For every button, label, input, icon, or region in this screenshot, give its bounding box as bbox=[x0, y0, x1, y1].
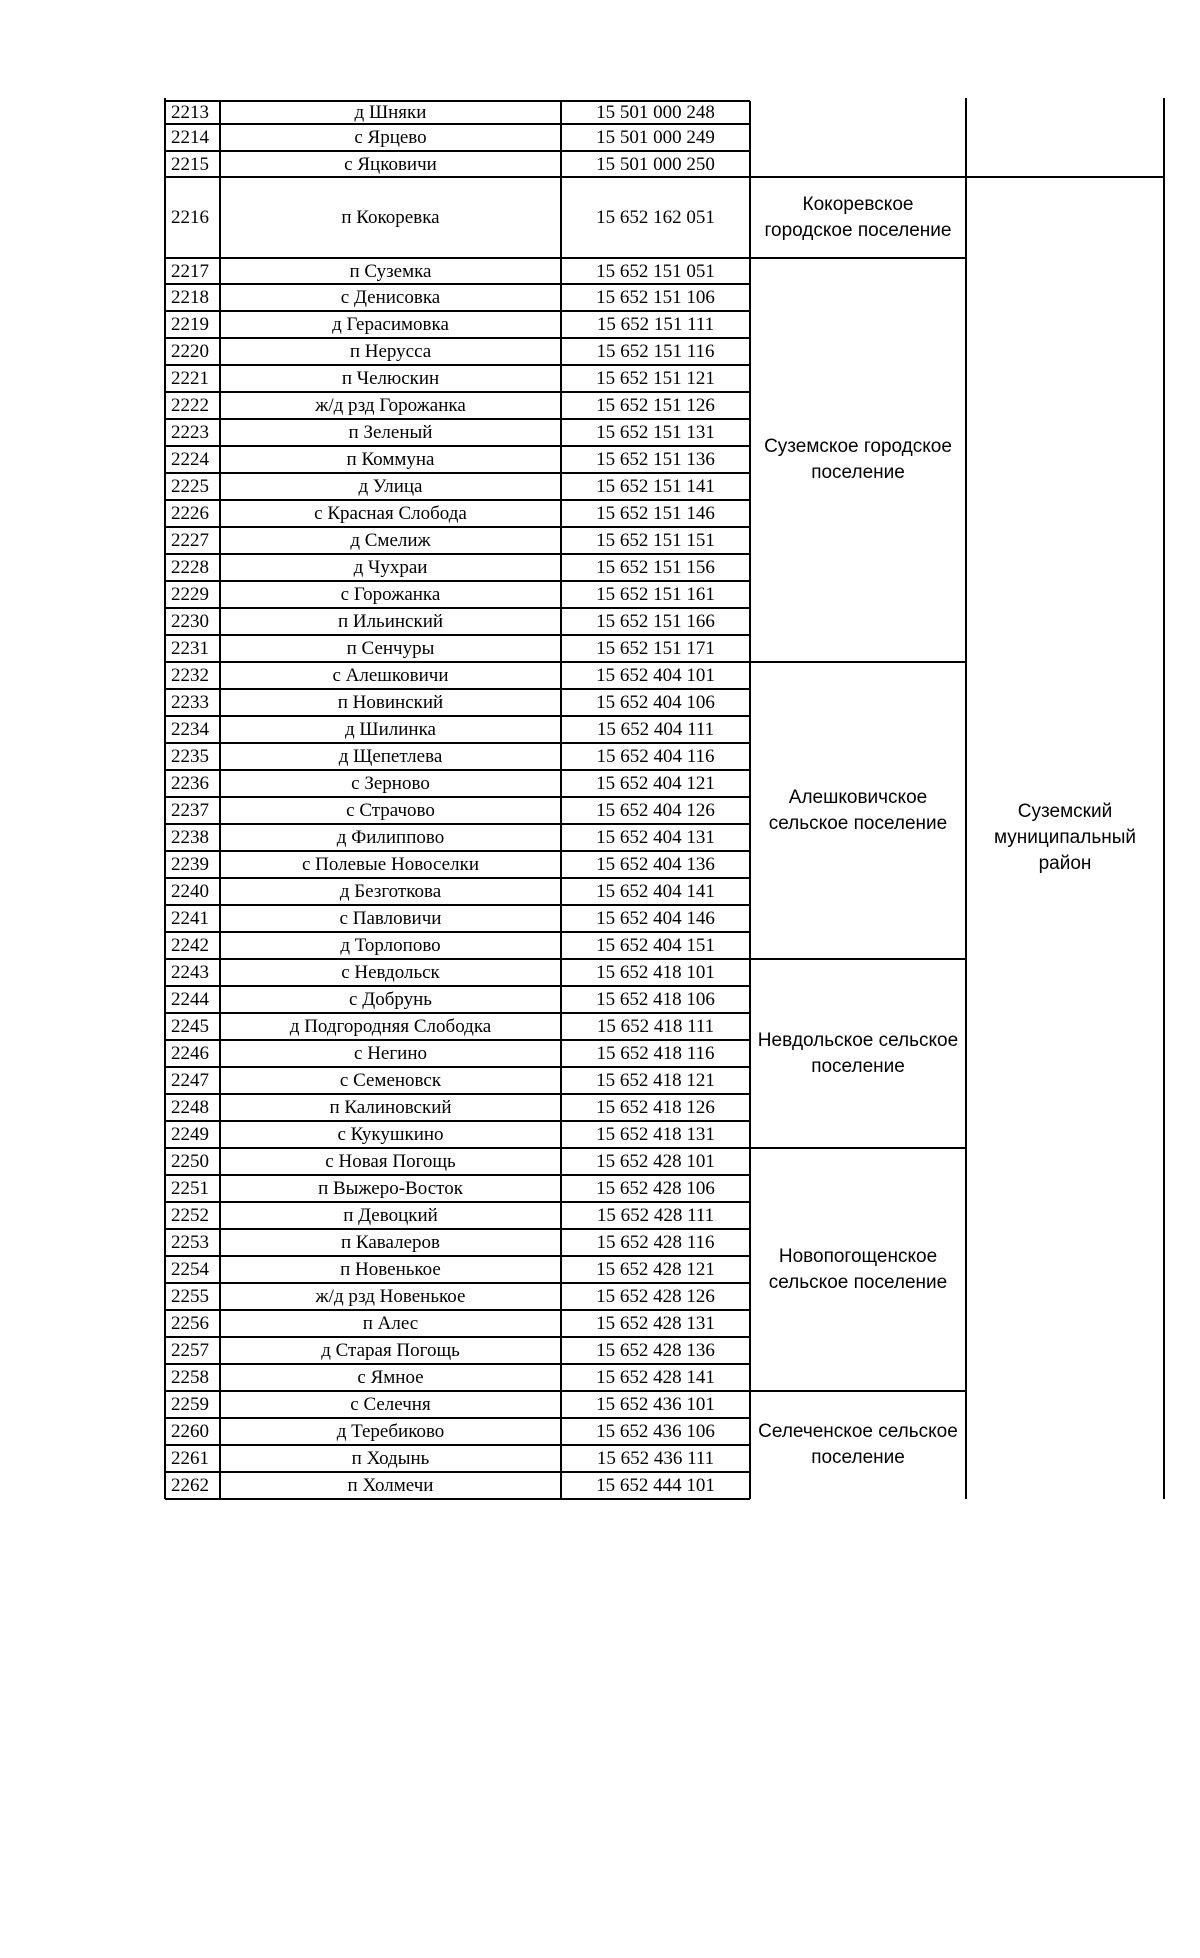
locality-name: д Шилинка bbox=[345, 719, 436, 740]
oktmo-code: 15 652 428 101 bbox=[596, 1151, 715, 1172]
locality-name: д Подгородняя Слободка bbox=[289, 1016, 492, 1037]
oktmo-code: 15 652 151 051 bbox=[596, 260, 715, 282]
row-number: 2239 bbox=[171, 854, 209, 875]
locality-name: с Алешковичи bbox=[332, 665, 449, 686]
locality-name: с Зерново bbox=[351, 773, 430, 794]
oktmo-code: 15 652 428 111 bbox=[596, 1205, 715, 1226]
row-number: 2217 bbox=[171, 260, 209, 282]
locality-name: с Кукушкино bbox=[337, 1124, 444, 1145]
row-number: 2252 bbox=[171, 1205, 209, 1226]
locality-name: д Шняки bbox=[354, 102, 427, 123]
row-number: 2232 bbox=[171, 665, 209, 686]
row-number: 2221 bbox=[171, 368, 209, 389]
oktmo-code: 15 652 418 101 bbox=[596, 962, 715, 983]
oktmo-code: 15 652 418 111 bbox=[596, 1016, 715, 1037]
oktmo-code: 15 652 428 116 bbox=[596, 1232, 715, 1253]
row-number: 2236 bbox=[171, 773, 209, 794]
settlement-name: Кокоревское городское поселение bbox=[764, 193, 952, 241]
row-number: 2251 bbox=[171, 1178, 209, 1199]
locality-name: д Теребиково bbox=[336, 1421, 445, 1442]
row-number: 2216 bbox=[171, 207, 209, 228]
oktmo-code: 15 652 404 131 bbox=[596, 827, 715, 848]
oktmo-code: 15 652 428 141 bbox=[596, 1367, 715, 1388]
row-number: 2246 bbox=[171, 1043, 209, 1064]
row-number: 2226 bbox=[171, 503, 209, 524]
row-number: 2235 bbox=[171, 746, 209, 767]
oktmo-code: 15 652 404 106 bbox=[596, 692, 715, 713]
oktmo-code: 15 652 436 101 bbox=[596, 1394, 715, 1415]
oktmo-code: 15 652 151 121 bbox=[596, 368, 715, 389]
row-number: 2238 bbox=[171, 827, 209, 848]
row-number: 2241 bbox=[171, 908, 209, 929]
row-number: 2228 bbox=[171, 557, 209, 578]
row-number: 2256 bbox=[171, 1313, 209, 1334]
locality-name: д Смелиж bbox=[350, 530, 431, 551]
locality-name: с Денисовка bbox=[340, 287, 441, 308]
locality-name: п Челюскин bbox=[341, 368, 440, 389]
locality-name: ж/д рзд Горожанка bbox=[315, 395, 466, 416]
row-number: 2260 bbox=[171, 1421, 209, 1442]
row-number: 2214 bbox=[171, 127, 209, 148]
oktmo-code: 15 652 404 151 bbox=[596, 935, 715, 956]
row-number: 2220 bbox=[171, 341, 209, 362]
oktmo-code: 15 652 151 166 bbox=[596, 611, 715, 632]
locality-name: п Девоцкий bbox=[343, 1205, 438, 1226]
column-rule bbox=[965, 98, 967, 1499]
row-number: 2227 bbox=[171, 530, 209, 551]
row-number: 2219 bbox=[171, 314, 209, 335]
oktmo-code: 15 652 436 106 bbox=[596, 1421, 715, 1442]
row-number: 2257 bbox=[171, 1340, 209, 1361]
row-number: 2244 bbox=[171, 989, 209, 1010]
locality-name: с Семеновск bbox=[339, 1070, 442, 1091]
oktmo-code: 15 652 418 126 bbox=[596, 1097, 715, 1118]
oktmo-code: 15 652 428 136 bbox=[596, 1340, 715, 1361]
settlement-name: Невдольское сельское поселение bbox=[757, 1029, 959, 1077]
row-number: 2234 bbox=[171, 719, 209, 740]
district-name: Суземский муниципальный район bbox=[994, 801, 1136, 874]
oktmo-code: 15 652 404 126 bbox=[596, 800, 715, 821]
row-number: 2223 bbox=[171, 422, 209, 443]
locality-name: с Добрунь bbox=[349, 989, 432, 1010]
row-number: 2262 bbox=[171, 1475, 209, 1496]
row-number: 2229 bbox=[171, 584, 209, 605]
oktmo-code: 15 652 428 131 bbox=[596, 1313, 715, 1334]
locality-name: п Ильинский bbox=[337, 611, 444, 632]
oktmo-code: 15 652 151 161 bbox=[596, 584, 715, 605]
locality-name: п Холмечи bbox=[347, 1475, 434, 1496]
row-number: 2261 bbox=[171, 1448, 209, 1469]
oktmo-code: 15 652 404 136 bbox=[596, 854, 715, 875]
locality-name: п Сенчуры bbox=[346, 638, 435, 659]
row-number: 2250 bbox=[171, 1151, 209, 1172]
row-number: 2245 bbox=[171, 1016, 209, 1037]
locality-name: п Зеленый bbox=[348, 422, 433, 443]
locality-name: ж/д рзд Новенькое bbox=[315, 1286, 466, 1307]
locality-name: с Страчово bbox=[346, 800, 435, 821]
oktmo-code: 15 652 404 116 bbox=[596, 746, 715, 767]
locality-name: п Новенькое bbox=[340, 1259, 441, 1280]
row-number: 2243 bbox=[171, 962, 209, 983]
row-number: 2253 bbox=[171, 1232, 209, 1253]
locality-name: д Безготкова bbox=[339, 881, 442, 902]
row-number: 2218 bbox=[171, 287, 209, 308]
settlement-name: Суземское городское поселение bbox=[764, 436, 952, 483]
oktmo-code: 15 501 000 249 bbox=[596, 127, 715, 148]
settlement-name: Новопогощенское сельское поселение bbox=[768, 1245, 948, 1293]
row-number: 2231 bbox=[171, 638, 209, 659]
locality-name: п Алес bbox=[362, 1313, 419, 1334]
oktmo-code: 15 652 404 146 bbox=[596, 908, 715, 929]
oktmo-code: 15 652 444 101 bbox=[596, 1475, 715, 1496]
locality-name: с Новая Погощь bbox=[325, 1151, 456, 1172]
oktmo-code: 15 652 151 131 bbox=[596, 422, 715, 443]
oktmo-code: 15 652 428 106 bbox=[596, 1178, 715, 1199]
locality-name: с Селечня bbox=[350, 1394, 431, 1415]
oktmo-code: 15 652 418 116 bbox=[596, 1043, 715, 1064]
locality-name: п Выжеро-Восток bbox=[318, 1178, 463, 1199]
row-number: 2254 bbox=[171, 1259, 209, 1280]
locality-name: с Полевые Новоселки bbox=[301, 854, 479, 875]
locality-name: п Ходынь bbox=[351, 1448, 430, 1469]
locality-name: с Красная Слобода bbox=[314, 503, 467, 524]
locality-name: д Щепетлева bbox=[338, 746, 443, 767]
oktmo-code: 15 652 418 106 bbox=[596, 989, 715, 1010]
oktmo-code: 15 652 428 121 bbox=[596, 1259, 715, 1280]
column-rule bbox=[1163, 98, 1165, 1499]
oktmo-code: 15 652 436 111 bbox=[596, 1448, 715, 1469]
locality-name: с Яцковичи bbox=[344, 153, 437, 175]
row-number: 2248 bbox=[171, 1097, 209, 1118]
oktmo-code: 15 652 428 126 bbox=[596, 1286, 715, 1307]
oktmo-code: 15 652 404 111 bbox=[596, 719, 715, 740]
locality-name: с Ярцево bbox=[354, 127, 427, 148]
oktmo-code: 15 652 151 116 bbox=[596, 341, 715, 362]
row-number: 2225 bbox=[171, 476, 209, 497]
oktmo-code: 15 652 404 141 bbox=[596, 881, 715, 902]
row-number: 2242 bbox=[171, 935, 209, 956]
oktmo-code: 15 652 151 141 bbox=[596, 476, 715, 497]
oktmo-code: 15 652 151 146 bbox=[596, 503, 715, 524]
row-number: 2259 bbox=[171, 1394, 209, 1415]
row-number: 2224 bbox=[171, 449, 209, 470]
row-number: 2249 bbox=[171, 1124, 209, 1145]
locality-name: п Коммуна bbox=[346, 449, 435, 470]
locality-name: п Кокоревка bbox=[341, 207, 440, 228]
locality-name: п Новинский bbox=[337, 692, 444, 713]
locality-name: п Суземка bbox=[349, 260, 432, 282]
oktmo-code: 15 652 151 136 bbox=[596, 449, 715, 470]
oktmo-code: 15 652 404 121 bbox=[596, 773, 715, 794]
oktmo-code: 15 652 418 131 bbox=[596, 1124, 715, 1145]
locality-name: д Герасимовка bbox=[332, 314, 449, 335]
locality-name: п Кавалеров bbox=[341, 1232, 440, 1253]
locality-name: д Филиппово bbox=[336, 827, 445, 848]
row-number: 2222 bbox=[171, 395, 209, 416]
oktmo-code: 15 652 418 121 bbox=[596, 1070, 715, 1091]
locality-name: п Нерусса bbox=[349, 341, 432, 362]
oktmo-code: 15 652 162 051 bbox=[596, 207, 715, 228]
row-number: 2233 bbox=[171, 692, 209, 713]
oktmo-code: 15 652 151 111 bbox=[596, 314, 715, 335]
oktmo-code: 15 652 151 171 bbox=[596, 638, 715, 659]
row-number: 2258 bbox=[171, 1367, 209, 1388]
oktmo-code: 15 501 000 250 bbox=[596, 153, 715, 175]
settlement-name: Алешковичское сельское поселение bbox=[768, 786, 948, 834]
locality-name: д Старая Погощь bbox=[321, 1340, 460, 1361]
locality-name: с Невдольск bbox=[341, 962, 440, 983]
locality-name: д Чухраи bbox=[353, 557, 428, 578]
row-number: 2215 bbox=[171, 153, 209, 175]
oktmo-code: 15 652 151 156 bbox=[596, 557, 715, 578]
locality-name: с Негино bbox=[354, 1043, 427, 1064]
oktmo-code: 15 652 151 106 bbox=[596, 287, 715, 308]
row-number: 2213 bbox=[171, 102, 209, 123]
row-number: 2255 bbox=[171, 1286, 209, 1307]
locality-name: п Калиновский bbox=[329, 1097, 452, 1118]
locality-name: с Ямное bbox=[357, 1367, 424, 1388]
oktmo-code: 15 652 151 126 bbox=[596, 395, 715, 416]
row-number: 2237 bbox=[171, 800, 209, 821]
row-number: 2247 bbox=[171, 1070, 209, 1091]
locality-name: д Торлопово bbox=[340, 935, 441, 956]
locality-name: с Павловичи bbox=[339, 908, 442, 929]
oktmo-code: 15 652 404 101 bbox=[596, 665, 715, 686]
row-number: 2230 bbox=[171, 611, 209, 632]
locality-name: д Улица bbox=[358, 476, 423, 497]
settlement-name: Селеченское сельское поселение bbox=[758, 1421, 958, 1468]
locality-name: с Горожанка bbox=[340, 584, 441, 605]
oktmo-code: 15 652 151 151 bbox=[596, 530, 715, 551]
oktmo-code: 15 501 000 248 bbox=[596, 102, 715, 123]
row-number: 2240 bbox=[171, 881, 209, 902]
